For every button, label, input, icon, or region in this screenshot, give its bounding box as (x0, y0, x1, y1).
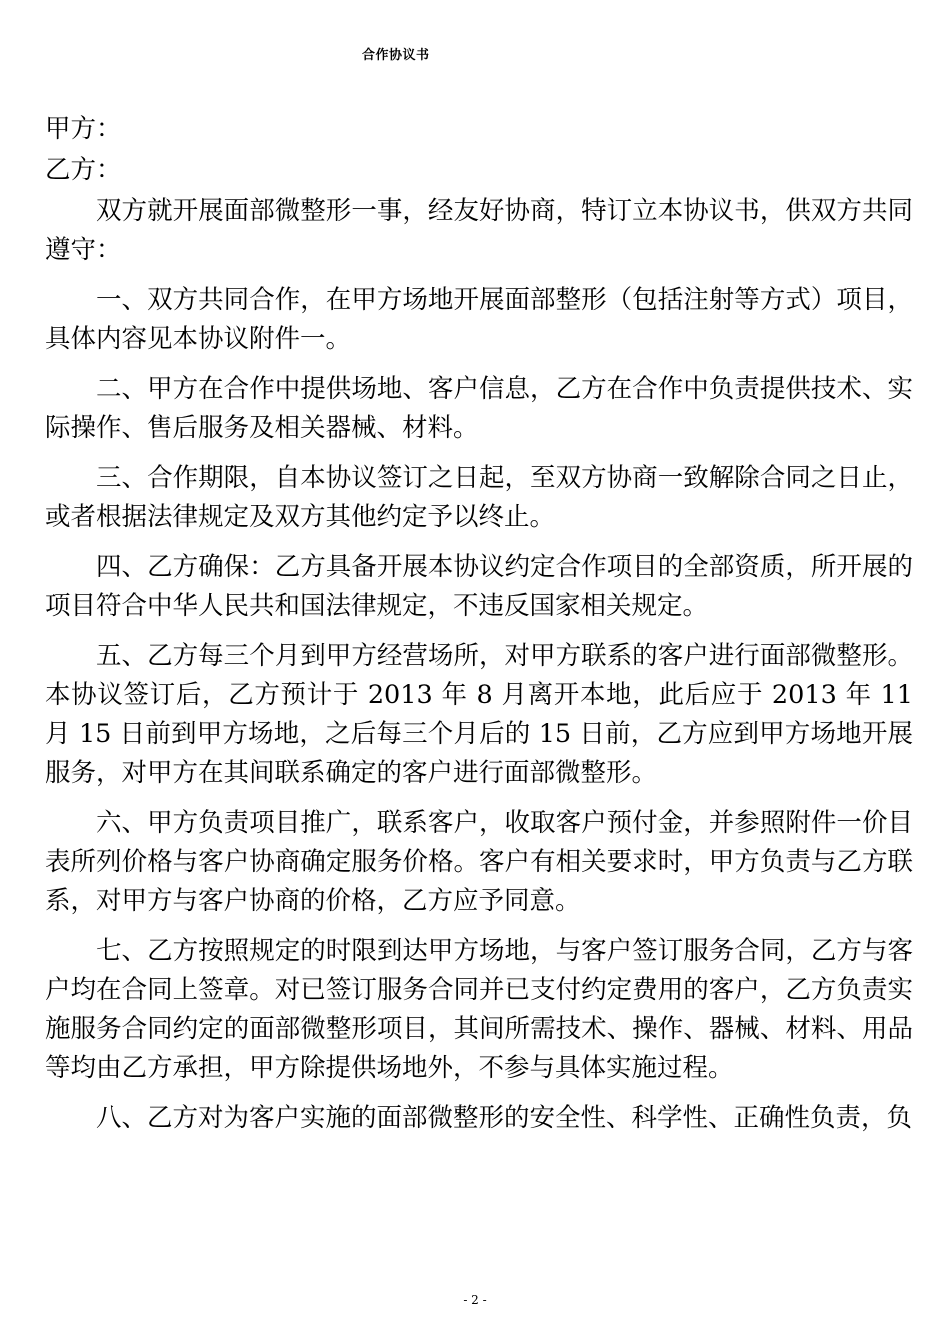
clause-7-paragraph: 七、乙方按照规定的时限到达甲方场地，与客户签订服务合同，乙方与客户均在合同上签章。对已签订服务合同并已支付约定费用的客户，乙方负责实施服务合同约定的面部微整形项目，其间所需技术、操作、器械、材料、用品等均由乙方承担，甲方除提供场地外，不参与具体实施过程。 (45, 936, 913, 1083)
party-a-line: 甲方： (45, 114, 122, 144)
clause-8-paragraph: 八、乙方对为客户实施的面部微整形的安全性、科学性、正确性负责，负 (96, 1103, 913, 1133)
preamble-paragraph: 双方就开展面部微整形一事，经友好协商，特订立本协议书，供双方共同遵守： (45, 196, 913, 265)
document-title: 合作协议书 (362, 48, 430, 63)
party-b-line: 乙方： (45, 155, 122, 185)
page-number: - 2 - (463, 1293, 487, 1307)
clause-1-paragraph: 一、双方共同合作，在甲方场地开展面部整形（包括注射等方式）项目，具体内容见本协议附件一。 (45, 285, 913, 354)
clause-5-paragraph: 五、乙方每三个月到甲方经营场所，对甲方联系的客户进行面部微整形。本协议签订后，乙方预计于 2013 年 8 月离开本地，此后应于 2013 年 11 月 15 日前到甲方场地，之后每三个月后的 15 日前，乙方应到甲方场地开展服务，对甲方在其间联系确定的客户进行面部微整形。 (45, 641, 913, 788)
clause-3-paragraph: 三、合作期限，自本协议签订之日起，至双方协商一致解除合同之日止，或者根据法律规定及双方其他约定予以终止。 (45, 463, 913, 532)
clause-6-paragraph: 六、甲方负责项目推广，联系客户，收取客户预付金，并参照附件一价目表所列价格与客户协商确定服务价格。客户有相关要求时，甲方负责与乙方联系，对甲方与客户协商的价格，乙方应予同意。 (45, 808, 913, 916)
clause-4-paragraph: 四、乙方确保：乙方具备开展本协议约定合作项目的全部资质，所开展的项目符合中华人民共和国法律规定，不违反国家相关规定。 (45, 552, 913, 621)
document-body (45, 110, 913, 1149)
clause-2-paragraph: 二、甲方在合作中提供场地、客户信息，乙方在合作中负责提供技术、实际操作、售后服务及相关器械、材料。 (45, 374, 913, 443)
